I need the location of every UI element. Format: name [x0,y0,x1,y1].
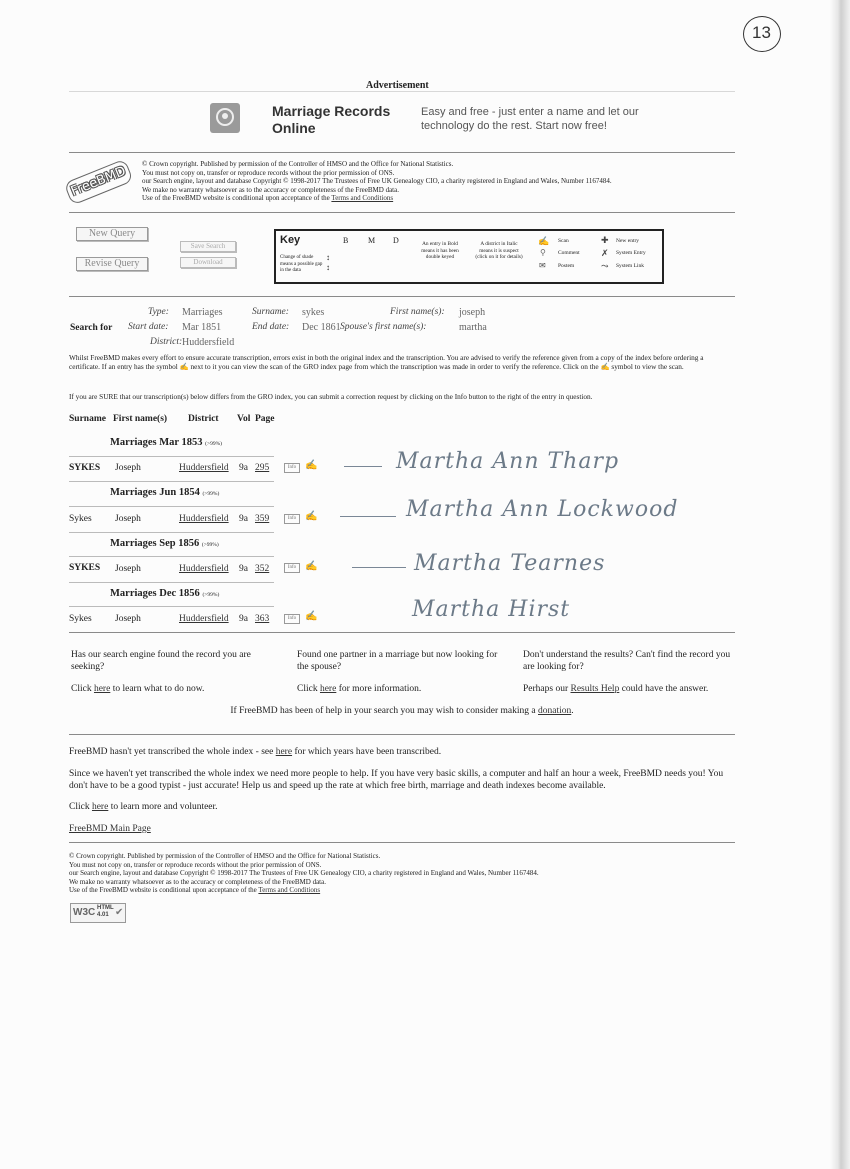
entry-first-name: Joseph [115,564,141,574]
end-date-label: End date: [252,322,290,332]
key-m: M [368,236,376,245]
copyright-bottom [69,852,709,895]
ad-text: Easy and free - just enter a name and let our technology do the rest. Start now free! [421,106,639,132]
transcribed-link[interactable]: here [275,747,293,757]
key-shade-note: Change of shade means a possible gap in the data [280,255,323,273]
help-found-link[interactable]: here [93,684,111,694]
help-found-pre: Click [71,684,92,694]
scan-icon[interactable]: ✍ [305,561,318,572]
key-bold-note: An entry in Bold means it has been double keyed [421,241,459,260]
ad-logo-icon [210,103,240,133]
key-system-entry: System Entry [616,250,646,256]
w3c-html-badge[interactable] [70,903,126,923]
key-b: B [343,236,349,245]
col-district: District [188,414,219,424]
quarter-heading [110,538,219,549]
volunteer-line [69,802,218,812]
entry-surname: SYKES [69,463,101,473]
quarter-heading [110,588,219,599]
donation-link[interactable]: donation [538,706,572,716]
handwritten-note: Martha Ann Tharp [396,449,620,474]
entry-district-link[interactable]: Huddersfield [179,564,229,574]
district-label: District: [150,337,183,347]
key-scan: Scan [558,238,569,244]
disclaimer-text: Whilst FreeBMD makes every effort to ensure accurate transcription, errors exist in both the original index and the transcription. You are advised to verify the reference given from a copy of the index before ordering a certificate. If an entry has the symbol ✍ next to it you can view the scan of the GRO index page from which the transcription was made in order to verify the reference. Click on the ✍ symbol to view the scan. [69,353,704,372]
entry-district-link[interactable]: Huddersfield [179,463,229,473]
row-divider [69,456,274,457]
quarter-heading [110,487,219,498]
new-query-button[interactable]: New Query [76,227,148,241]
key-legend [274,229,664,284]
ad-top-divider [69,91,735,92]
help-results [523,649,733,695]
entry-district-link[interactable]: Huddersfield [179,514,229,524]
help-found-question: Has our search engine found the record you are seeking? [71,650,251,672]
conditions-line [142,194,742,203]
copyright-line: We make no warranty whatsoever as to the accuracy or completeness of the FreeBMD data. [142,185,399,194]
key-comment: Comment [558,250,580,256]
volunteer-pre: Click [69,802,90,812]
info-button[interactable]: Info [284,463,300,473]
new-entry-icon: ✚ [601,235,609,245]
scan-icon[interactable]: ✍ [305,511,318,522]
entry-page-link[interactable]: 352 [255,564,270,574]
transcribed-pre: FreeBMD hasn't yet transcribed the whole index - see [69,747,274,757]
start-date-label: Start date: [128,322,169,332]
entry-vol: 9a [239,564,248,574]
ad-title[interactable]: Marriage Records Online [272,103,391,136]
row-divider [69,606,274,607]
correction-note: If you are SURE that our transcription(s) below differs from the GRO index, you can submit a correction request by clicking on the Info button to the right of the entry in question. [69,392,593,401]
donation-line [69,706,735,716]
row-divider [69,582,274,583]
key-divider [69,296,735,297]
quarter-hint: (>99%) [205,441,223,447]
surname-value: sykes [302,307,325,318]
quarter-hint: (>99%) [202,491,220,497]
entry-first-name: Joseph [115,514,141,524]
help-spouse-answer [297,683,507,695]
info-button[interactable]: Info [284,614,300,624]
copyright-line: our Search engine, layout and database Copyright © 1998-2017 The Trustees of Free UK Genealogy CIO, a charity registered in England and Wales, Number 1167484. [142,177,612,185]
spouse-value: martha [459,322,487,333]
transcribed-post: for which years have been transcribed. [294,747,442,757]
revise-query-button[interactable]: Revise Query [76,257,148,271]
entry-surname: Sykes [69,614,92,624]
quarter-label: Marriages Jun 1854 [110,487,200,498]
first-name-label: First name(s): [390,307,445,317]
handwritten-dash [344,466,382,467]
badge-html-text: HTML [97,905,114,911]
save-search-button[interactable]: Save Search [180,241,236,252]
help-found [71,649,271,695]
key-system-link: System Link [616,263,644,269]
row-divider [69,481,274,482]
help-divider [69,734,735,735]
key-italic-note: A district in Italic means it is suspect (click on it for details) [475,241,523,260]
key-d: D [393,236,399,245]
end-date-value: Dec 1861 [302,322,341,333]
copyright-line: © Crown copyright. Published by permission of the Controller of HMSO and the Office for National Statistics. [69,852,381,860]
help-results-question: Don't understand the results? Can't find the record you are looking for? [523,650,731,672]
district-value: Huddersfield [182,337,235,348]
system-link-icon: ⤳ [601,261,609,271]
donation-period: . [571,706,574,716]
checkmark-icon: ✔ [115,907,124,918]
volunteer-text: Since we haven't yet transcribed the whole index we need more people to help. If you have very basic skills, a computer and half an hour a week, FreeBMD needs you! You don't have to be a good typist - just accurate! Help us and speed up the rate at which free birth, marriage and death indexes become available. [69,769,724,791]
info-button[interactable]: Info [284,563,300,573]
key-postem: Postem [558,263,575,269]
key-new-entry: New entry [616,238,640,244]
badge-version-text: 4.01 [97,912,109,918]
shade-arrows-icon: ↕ ↕ [326,253,330,272]
freebmd-logo[interactable] [64,159,135,208]
help-results-pre: Perhaps our [523,684,569,694]
results-help-link[interactable]: Results Help [570,684,620,694]
help-results-answer [523,683,733,695]
search-summary [69,305,735,350]
copyright-line: You must not copy on, transfer or reproduce records without the prior permission of ONS. [69,860,322,869]
transcribed-line [69,747,441,757]
ad-banner[interactable] [69,93,735,147]
conditions-prefix: Use of the FreeBMD website is conditional upon acceptance of the [142,194,330,202]
comment-icon: ⚲ [540,248,546,257]
handwritten-note: Martha Ann Lockwood [406,497,679,522]
help-spouse-question: Found one partner in a marriage but now looking for the spouse? [297,650,498,672]
scan-icon[interactable]: ✍ [305,611,318,622]
quarter-label: Marriages Mar 1853 [110,437,203,448]
scan-icon: ✍ [538,236,550,246]
info-button[interactable]: Info [284,514,300,524]
entry-vol: 9a [239,463,248,473]
terms-link[interactable]: Terms and Conditions [258,886,321,894]
spouse-label: Spouse's first name(s): [340,322,427,332]
col-page: Page [255,414,275,424]
freebmd-logo-text: FreeBMD [64,159,134,206]
w3c-logo-text: W3C [73,907,96,918]
footer-divider [69,842,735,843]
header-divider [69,212,735,213]
scan-icon[interactable]: ✍ [305,460,318,471]
entry-first-name: Joseph [115,463,141,473]
quarter-label: Marriages Sep 1856 [110,538,200,549]
handwritten-dash [352,567,406,568]
copyright-top [142,160,742,203]
copyright-line: We make no warranty whatsoever as to the accuracy or completeness of the FreeBMD data. [69,877,326,886]
help-results-post: could have the answer. [621,684,709,694]
ad-heading: Advertisement [366,80,429,91]
entry-surname: Sykes [69,514,92,524]
type-label: Type: [148,307,169,317]
freebmd-main-page-link[interactable]: FreeBMD Main Page [69,824,151,834]
system-entry-icon: ✗ [601,248,609,258]
volunteer-link[interactable]: here [91,802,109,812]
copyright-line: our Search engine, layout and database Copyright © 1998-2017 The Trustees of Free UK Genealogy CIO, a charity registered in England and Wales, Number 1167484. [69,869,539,877]
quarter-label: Marriages Dec 1856 [110,588,200,599]
copyright-line: You must not copy on, transfer or reproduce records without the prior permission of ONS. [142,168,395,177]
terms-link[interactable]: Terms and Conditions [331,194,394,202]
start-date-value: Mar 1851 [182,322,222,333]
quarter-hint: (>99%) [202,592,220,598]
quarter-heading [110,437,222,448]
help-spouse-pre: Click [297,684,318,694]
volunteer-post: to learn more and volunteer. [110,802,218,812]
row-divider [69,532,274,533]
quarter-hint: (>99%) [201,542,219,548]
entry-first-name: Joseph [115,614,141,624]
entry-district-link[interactable]: Huddersfield [179,614,229,624]
type-value: Marriages [182,307,223,318]
help-found-post: to learn what to do now. [112,684,205,694]
col-surname: Surname [69,414,106,424]
conditions-prefix: Use of the FreeBMD website is conditional upon acceptance of the [69,886,257,894]
surname-label: Surname: [252,307,289,317]
col-first-name: First name(s) [113,414,168,424]
help-spouse [297,649,507,695]
entry-surname: SYKES [69,563,101,573]
page-number: 13 [752,23,771,42]
first-name-value: joseph [459,307,486,318]
help-found-answer [71,683,271,695]
scanner-edge-shadow [830,0,850,1169]
donation-pre: If FreeBMD has been of help in your search you may wish to consider making a [230,706,536,716]
ad-bottom-divider [69,152,735,153]
download-button[interactable]: Download [180,257,236,268]
copyright-line: © Crown copyright. Published by permission of the Controller of HMSO and the Office for National Statistics. [142,160,454,168]
entry-page-link[interactable]: 363 [255,614,270,624]
postem-icon: ✉ [539,261,546,270]
conditions-line [69,886,709,895]
help-spouse-link[interactable]: here [319,684,337,694]
entry-vol: 9a [239,514,248,524]
key-title: Key [280,234,301,246]
handwritten-dash [340,516,396,517]
entry-page-link[interactable]: 359 [255,514,270,524]
entry-page-link[interactable]: 295 [255,463,270,473]
row-divider [69,506,274,507]
entry-vol: 9a [239,614,248,624]
col-vol: Vol [237,414,251,424]
handwritten-note: Martha Tearnes [414,551,606,576]
help-spouse-post: for more information. [338,684,422,694]
handwritten-note: Martha Hirst [412,597,571,622]
search-for-label: Search for [70,323,113,333]
row-divider [69,556,274,557]
results-divider [69,632,735,633]
